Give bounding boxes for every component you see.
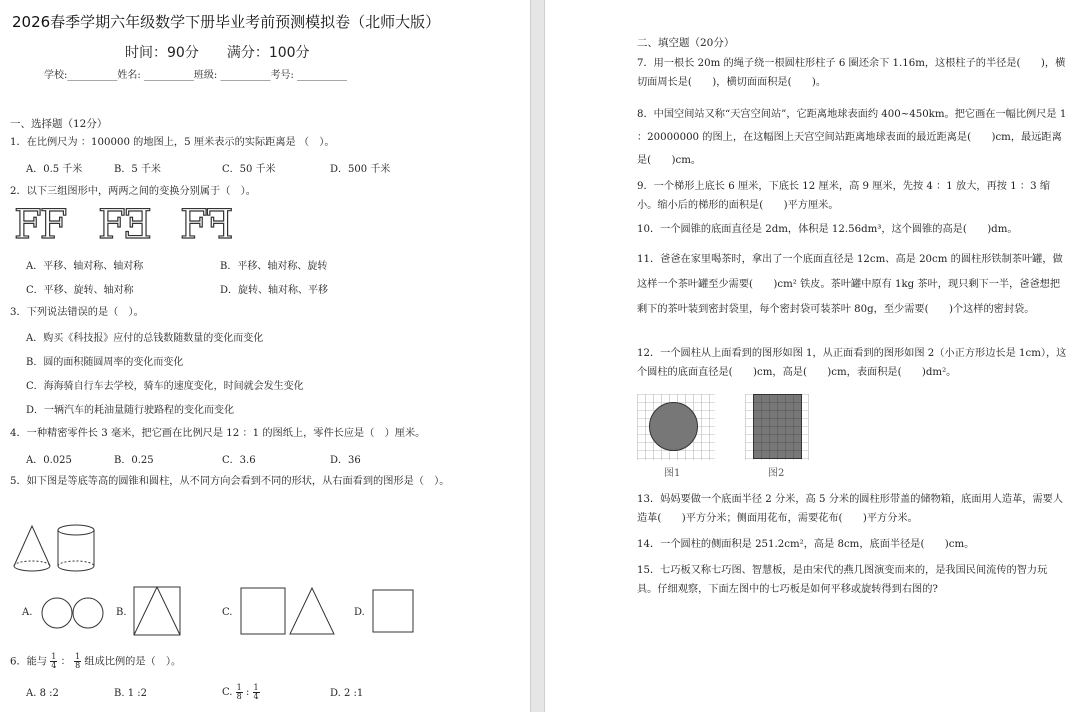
figure-2-caption: 图2 xyxy=(768,468,785,479)
question-7: 7．用一根长 20m 的绳子绕一根圆柱形柱子 6 圈还余下 1.16m，这根柱子的半径是( )，横切面周长是( )，横切面面积是( )。 xyxy=(637,58,1066,88)
q6-prefix: 6．能与 xyxy=(10,656,48,668)
q4-option-a: A．0.025 xyxy=(26,455,72,466)
question-4: 4．一种精密零件长 3 毫米，把它画在比例尺是 12 ：1 的图纸上，零件长应是（ ）厘米。 xyxy=(10,428,426,439)
q6-suffix: 组成比例的是（ ）。 xyxy=(84,656,182,668)
q6-option-c-fraction-1: $\frac{1}{8}$ xyxy=(236,683,242,701)
q5-option-d-figure xyxy=(372,588,418,636)
q5-option-b: B. xyxy=(116,607,127,618)
q1-option-d: D．500 千米 xyxy=(330,164,391,175)
figure-1-circle-grid xyxy=(637,394,715,460)
question-9: 9．一个梯形上底长 6 厘米，下底长 12 厘米，高 9 厘米，先按 4 ：1 放大，再按 1 ：3 缩小。缩小后的梯形的面积是( )平方厘米。 xyxy=(637,181,1051,211)
q6-option-d: D. 2 :1 xyxy=(330,688,364,699)
exam-page-left xyxy=(0,0,530,712)
q4-option-b: B．0.25 xyxy=(114,455,154,466)
q5-option-a-figure xyxy=(40,595,106,631)
q3-option-b: B．圆的面积随圆周率的变化而变化 xyxy=(26,357,184,368)
question-14: 14．一个圆柱的侧面积是 251.2cm²，高是 8cm，底面半径是( )cm。 xyxy=(637,539,975,550)
square xyxy=(241,588,285,634)
rectangle xyxy=(134,587,180,635)
q2-option-d: D．旋转、轴对称、平移 xyxy=(220,285,329,296)
q2-option-c: C．平移、旋转、轴对称 xyxy=(26,285,134,296)
q4-option-d: D．36 xyxy=(330,455,361,466)
q6-option-b: B. 1 :2 xyxy=(114,688,147,699)
section-choice-heading: 一、选择题（12分） xyxy=(10,118,108,130)
student-info-line: 学校:__________姓名: __________班级: __________考号: __________ xyxy=(44,70,348,81)
q2-figure-3: Fꟻ xyxy=(180,202,232,248)
q4-option-c: C．3.6 xyxy=(222,455,256,466)
q5-option-c: C. xyxy=(222,607,233,618)
q5-option-d: D. xyxy=(354,607,365,618)
question-15: 15．七巧板又称七巧图、智慧板，是由宋代的燕几图演变而来的，是我国民间流传的智力玩具。仔细观察，下面左图中的七巧板是如何平移或旋转得到右图的? xyxy=(637,565,1048,595)
q6-option-c-fraction-2: $\frac{1}{4}$ xyxy=(253,683,259,701)
exam-page-right xyxy=(545,0,1080,712)
q6-option-a: A. 8 :2 xyxy=(26,688,59,699)
q6-fraction-1: $\frac{1}{4}$ xyxy=(51,652,57,670)
question-2: 2．以下三组图形中，两两之间的变换分别属于（ ）。 xyxy=(10,186,256,197)
question-8: 8．中国空间站又称“天宫空间站”，它距离地球表面约 400~450km。把它画在一幅比例尺是 1 ：20000000 的图上，在这幅图上天宫空间站距离地球表面的最近距离是( )cm，最远距离是( )cm。 xyxy=(637,109,1067,166)
question-11: 11．爸爸在家里喝茶时，拿出了一个底面直径是 12cm、高是 20cm 的圆柱形铁制茶叶罐，做这样一个茶叶罐至少需要( )cm² 铁皮。茶叶罐中原有 1kg 茶叶，现只剩下一半，爸爸想把剩下的茶叶装到密封袋里，每个密封袋可装茶叶 80g，至少需要( )个这样的密封袋。 xyxy=(637,254,1063,315)
circle-left xyxy=(42,598,72,628)
q2-option-a: A．平移、轴对称、轴对称 xyxy=(26,261,144,272)
question-3: 3．下列说法错误的是（ ）。 xyxy=(10,307,144,318)
q2-figure-2: FƎ xyxy=(98,202,151,248)
cylinder-body xyxy=(58,530,94,571)
q2-option-b: B．平移、轴对称、旋转 xyxy=(220,261,328,272)
q3-option-a: A．购买《科技报》应付的总钱数随数量的变化而变化 xyxy=(26,333,264,344)
section-fill-heading: 二、填空题（20分） xyxy=(637,37,735,49)
cone-base-back xyxy=(14,561,50,566)
question-6 xyxy=(10,653,181,670)
q1-option-a: A．0.5 千米 xyxy=(26,164,83,175)
question-1: 1．在比例尺为 ：100000 的地图上，5 厘米表示的实际距离是 （ ）。 xyxy=(10,137,335,148)
cone-outline xyxy=(14,526,50,571)
page-gutter xyxy=(530,0,545,712)
question-13: 13．妈妈要做一个底面半径 2 分米，高 5 分米的圆柱形带盖的储物箱，底面用人造革，需要人造革( )平方分米；侧面用花布，需要花布( )平方分米。 xyxy=(637,494,1064,524)
circle-right xyxy=(73,598,103,628)
q6-colon: ： xyxy=(60,656,71,668)
triangle xyxy=(290,588,334,634)
cylinder-top xyxy=(58,525,94,535)
q5-option-c-figure xyxy=(240,586,340,638)
exam-time-score: 时间：90分 满分：100分 xyxy=(125,45,310,61)
square xyxy=(373,590,413,632)
q6-fraction-2: $\frac{1}{8}$ xyxy=(75,652,81,670)
q5-option-a: A. xyxy=(22,607,33,618)
q2-figure-1: FF xyxy=(14,202,66,248)
q5-option-b-figure xyxy=(133,586,183,638)
exam-title: 2026春季学期六年级数学下册毕业考前预测模拟卷（北师大版） xyxy=(12,13,441,31)
q3-option-d: D．一辆汽车的耗油量随行驶路程的变化而变化 xyxy=(26,405,235,416)
q3-option-c: C．海海骑自行车去学校，骑车的速度变化，时间就会发生变化 xyxy=(26,381,304,392)
figure-1-caption: 图1 xyxy=(664,468,681,479)
cylinder-base-back xyxy=(58,561,94,566)
question-12: 12．一个圆柱从上面看到的图形如图 1，从正面看到的图形如图 2（小正方形边长是 1cm），这个圆柱的底面直径是( )cm，高是( )cm，表面积是( )dm²。 xyxy=(637,348,1067,378)
q6-option-c: C. $\frac{1}{8}$ : $\frac{1}{4}$ xyxy=(222,683,259,701)
cone-cylinder-figure xyxy=(8,520,98,580)
question-10: 10．一个圆锥的底面直径是 2dm，体积是 12.56dm³，这个圆锥的高是( )dm。 xyxy=(637,224,1018,235)
figure-2-rect-grid xyxy=(745,394,809,460)
triangle xyxy=(134,587,180,635)
top-view-circle xyxy=(650,403,698,451)
q1-option-c: C．50 千米 xyxy=(222,164,276,175)
q1-option-b: B．5 千米 xyxy=(114,164,161,175)
question-5: 5．如下图是等底等高的圆锥和圆柱，从不同方向会看到不同的形状，从右面看到的图形是（ ）。 xyxy=(10,476,450,487)
